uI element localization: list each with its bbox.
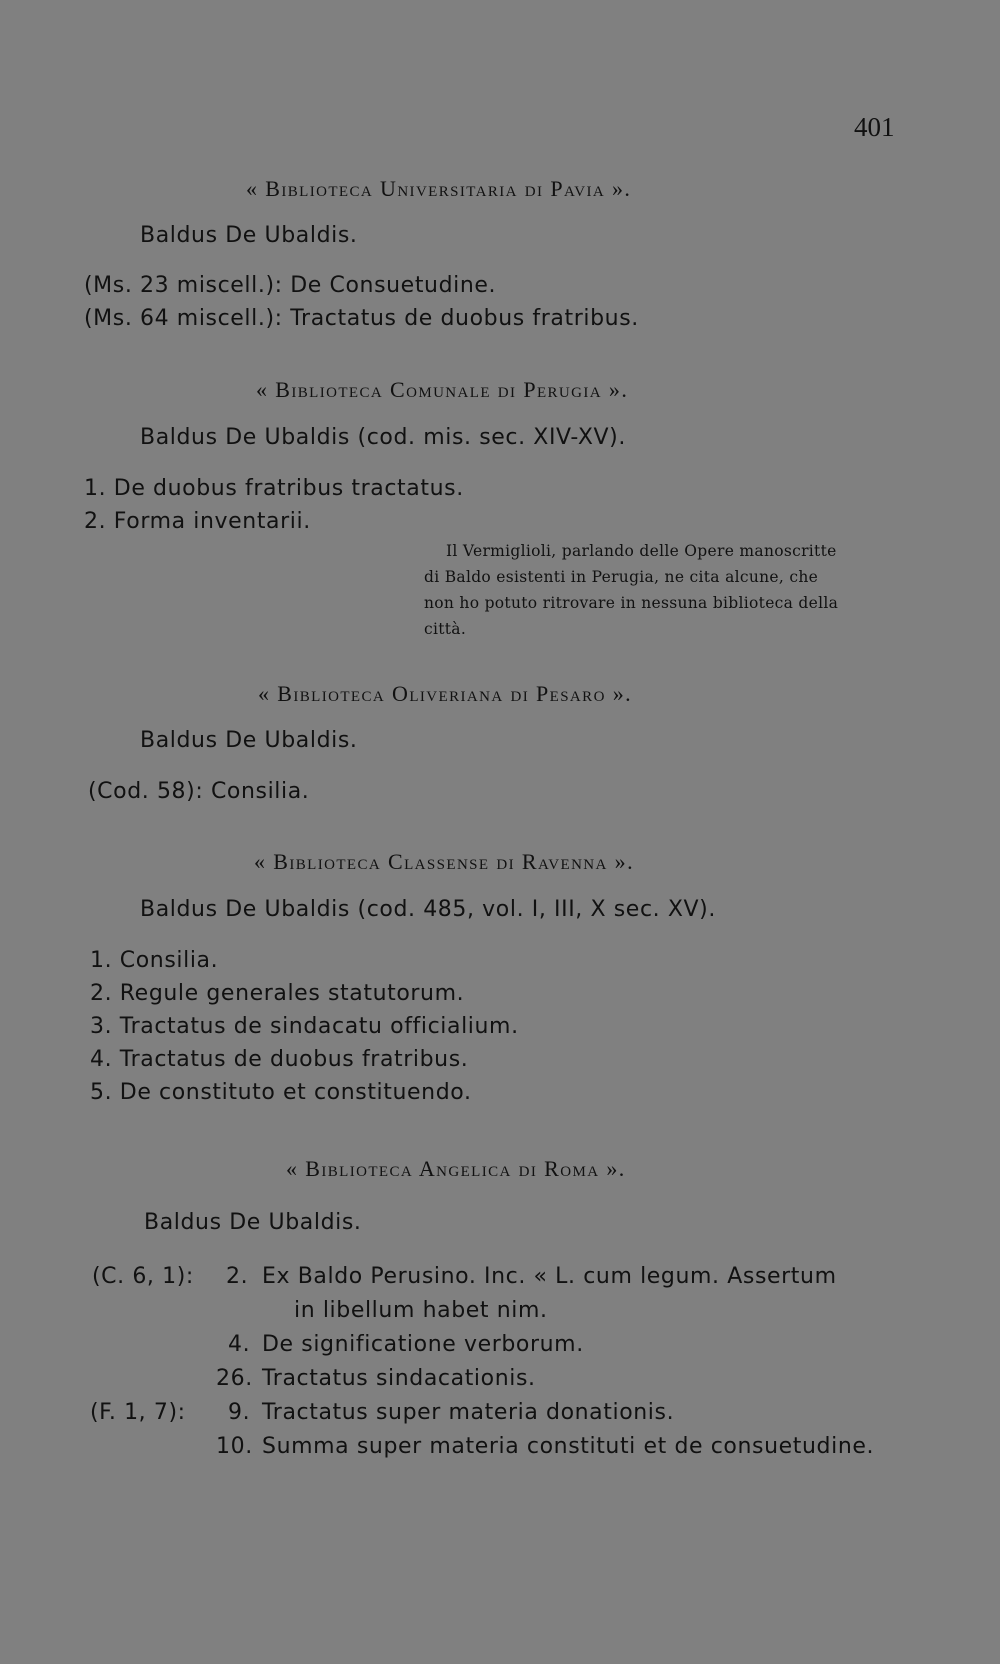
manuscript-entry: (Ms. 23 miscell.): De Consuetudine. [84,273,497,298]
manuscript-entry: (Ms. 64 miscell.): Tractatus de duobus fratribus. [84,306,639,331]
item-number: 4. [228,1332,251,1357]
item-number: 10. [216,1434,253,1459]
section-heading-pavia: « Biblioteca Universitaria di Pavia ». [246,176,632,201]
author-line: Baldus De Ubaldis. [140,728,358,753]
author-line: Baldus De Ubaldis (cod. mis. sec. XIV-XV). [140,425,626,450]
shelfmark: (F. 1, 7): [90,1400,186,1425]
section-heading-roma: « Biblioteca Angelica di Roma ». [286,1156,626,1181]
footnote-line: di Baldo esistenti in Perugia, ne cita alcune, che [424,568,819,586]
author-line: Baldus De Ubaldis (cod. 485, vol. I, III, X sec. XV). [140,897,716,922]
item-text: Ex Baldo Perusino. Inc. « L. cum legum. Assertum [262,1264,837,1289]
author-line: Baldus De Ubaldis. [140,223,358,248]
section-heading-pesaro: « Biblioteca Oliveriana di Pesaro ». [258,681,633,706]
list-item: 1. De duobus fratribus tractatus. [84,476,464,501]
item-number: 2. [226,1264,249,1289]
footnote-line: Il Vermiglioli, parlando delle Opere manoscritte [446,542,837,560]
manuscript-entry: (Cod. 58): Consilia. [88,779,310,804]
list-item: 5. De constituto et constituendo. [90,1080,472,1105]
item-text: Tractatus sindacationis. [262,1366,536,1391]
list-item: 2. Regule generales statutorum. [90,981,465,1006]
page-number: 401 [854,112,895,142]
footnote-line: non ho potuto ritrovare in nessuna biblioteca della [424,594,839,612]
item-number: 26. [216,1366,253,1391]
item-text: De significatione verborum. [262,1332,584,1357]
item-text: Summa super materia constituti et de consuetudine. [262,1434,875,1459]
item-number: 9. [228,1400,251,1425]
list-item: 4. Tractatus de duobus fratribus. [90,1047,469,1072]
footnote-line: città. [424,620,467,638]
section-heading-perugia: « Biblioteca Comunale di Perugia ». [256,377,629,402]
section-heading-ravenna: « Biblioteca Classense di Ravenna ». [254,849,634,874]
list-item: 2. Forma inventarii. [84,509,311,534]
shelfmark: (C. 6, 1): [92,1264,194,1289]
author-line: Baldus De Ubaldis. [144,1210,362,1235]
item-text: Tractatus super materia donationis. [262,1400,675,1425]
item-text: in libellum habet nim. [294,1298,548,1323]
list-item: 3. Tractatus de sindacatu officialium. [90,1014,519,1039]
list-item: 1. Consilia. [90,948,219,973]
